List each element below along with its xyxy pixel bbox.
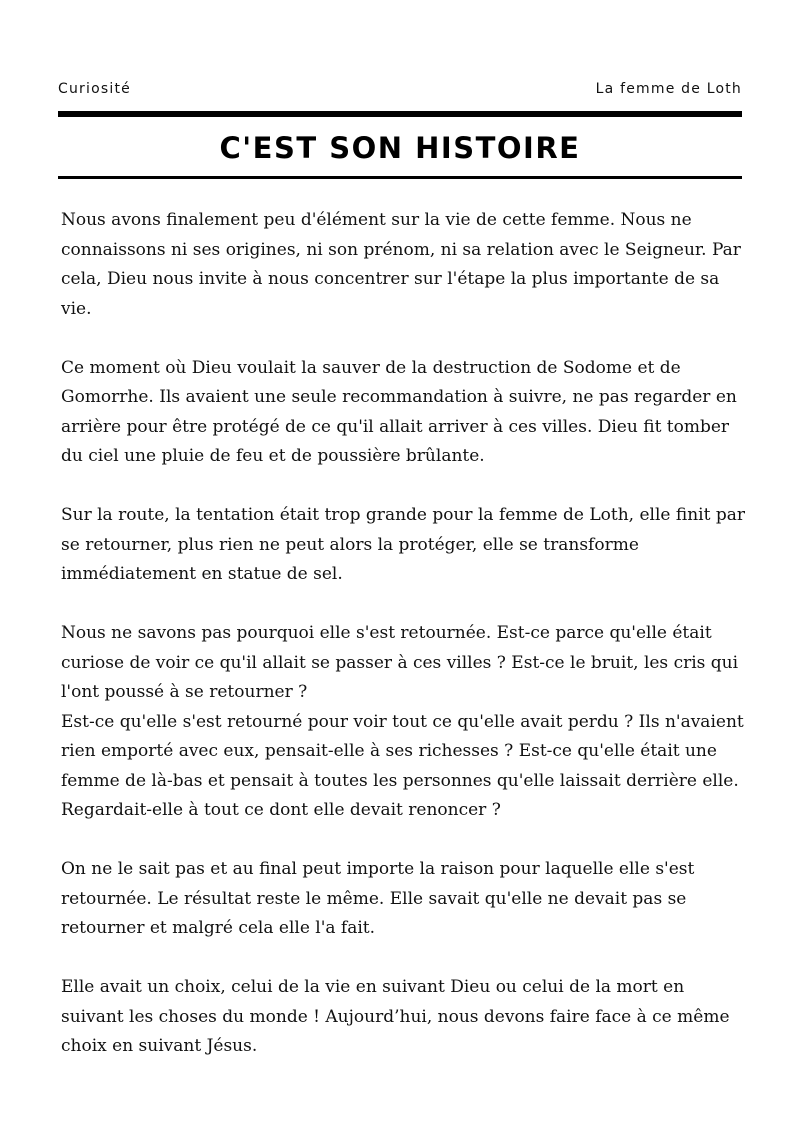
title-divider	[58, 176, 742, 179]
paragraph: Nous avons finalement peu d'élément sur la vie de cette femme. Nous ne connaissons ni ses origines, ni son prénom, ni sa relation avec le Seigneur. Par cela, Dieu nous invite à nous concentrer sur l'étape la plus importante de sa vie.	[61, 210, 741, 319]
section-label: Curiosité	[58, 81, 131, 97]
article-topic-label: La femme de Loth	[595, 81, 742, 97]
running-header	[58, 78, 742, 100]
paragraph: Ce moment où Dieu voulait la sauver de la destruction de Sodome et de Gomorrhe. Ils avaient une seule recommandation à suivre, ne pas regarder en arrière pour être protégé de ce qu'il allait arriver à ces villes. Dieu fit tomber du ciel une pluie de feu et de poussière brûlante.	[61, 357, 737, 466]
paragraph: Nous ne savons pas pourquoi elle s'est retournée. Est-ce parce qu'elle était curiose de voir ce qu'il allait se passer à ces villes ? Est-ce le bruit, les cris qui l'ont poussé à se retourner ?	[61, 623, 739, 702]
paragraph: Elle avait un choix, celui de la vie en suivant Dieu ou celui de la mort en suivant les choses du monde ! Aujourd’hui, nous devons faire face à ce même choix en suivant Jésus.	[61, 977, 730, 1056]
top-divider	[58, 111, 742, 117]
article-body	[61, 206, 748, 1091]
paragraph: Est-ce qu'elle s'est retourné pour voir tout ce qu'elle avait perdu ? Ils n'avaient rien emporté avec eux, pensait-elle à ses richesses ? Est-ce qu'elle était une femme de là-bas et pensait à toutes les personnes qu'elle laissait derrière elle. Regardait-elle à tout ce dont elle devait renoncer ?	[61, 711, 744, 820]
page-title: C'EST SON HISTOIRE	[219, 131, 581, 165]
paragraph: On ne le sait pas et au final peut importe la raison pour laquelle elle s'est retournée. Le résultat reste le même. Elle savait qu'elle ne devait pas se retourner et malgré cela elle l'a fait.	[61, 859, 695, 938]
paragraph: Sur la route, la tentation était trop grande pour la femme de Loth, elle finit par se retourner, plus rien ne peut alors la protéger, elle se transforme immédiatement en statue de sel.	[61, 505, 745, 584]
